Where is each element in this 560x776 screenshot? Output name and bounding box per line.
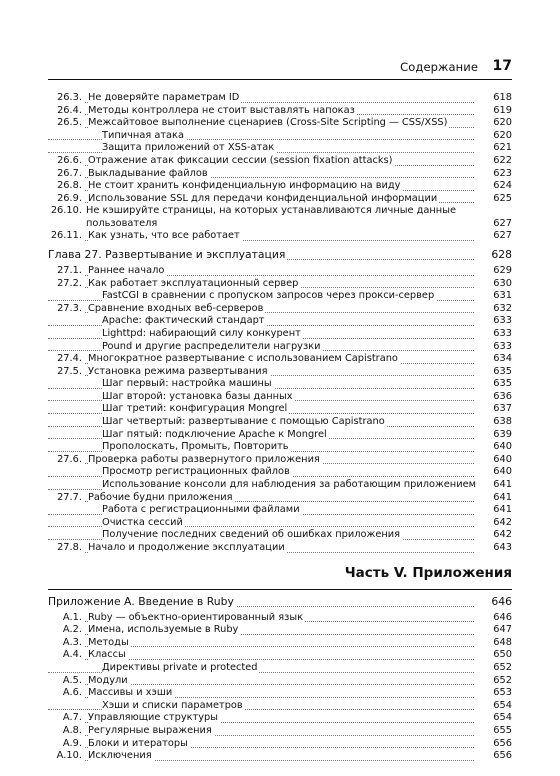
toc-entry-number: 26.5. [48,117,84,130]
toc-entry-label [48,517,478,530]
toc-entry-number: А.10. [48,750,84,763]
page-header [48,58,512,78]
toc-entry-page: 633 [493,315,512,327]
toc-entry-page: 627 [493,217,512,229]
toc-entry-page: 642 [493,516,512,528]
toc-entry-page: 635 [493,365,512,377]
toc-entry-label [48,624,478,637]
chapter-title: Глава 27. Развертывание и эксплуатация [48,247,286,261]
toc-entry-title: Шаг первый: настройка машины [102,378,272,390]
toc-entry-number: 27.6. [48,454,84,467]
toc-entry[interactable] [48,265,512,278]
toc-entry-number: А.2. [48,624,84,637]
toc-entry[interactable] [48,193,512,206]
toc-entry[interactable] [48,429,512,442]
toc-entry-label [48,725,478,738]
toc-entry-page: 652 [493,674,512,686]
toc-entry[interactable] [48,662,512,675]
toc-entry-number: А.8. [48,725,84,738]
toc-entry-page: 622 [493,154,512,166]
toc-entry-number: 26.7. [48,168,84,181]
toc-entry-page: 656 [493,737,512,749]
toc-entry-page: 641 [493,491,512,503]
toc-entry-number: А.3. [48,637,84,650]
toc-entry[interactable] [48,328,512,341]
toc-entry-title: Массивы и хэши [88,687,173,699]
toc-entry-label [48,180,478,193]
toc-entry-title: Классы [88,649,126,661]
toc-entry-page: 642 [493,529,512,541]
toc-entry-title: Прополоскать, Промыть, Повторить [102,441,289,453]
toc-entry-page: 636 [493,390,512,402]
toc-entry-number: 27.4. [48,353,84,366]
toc-entry-number: А.7. [48,712,84,725]
toc-entry[interactable] [48,341,512,354]
toc-entry-title: Межсайтовое выполнение сценариев (Cross-Site Scripting — CSS/XSS) [88,117,448,129]
toc-entry-title: Отражение атак фиксации сессии (session fixation attacks) [88,154,393,166]
toc-entry-title: Lighttpd: набирающий силу конкурент [102,327,301,339]
toc-entry-label [48,265,478,278]
toc-entry[interactable] [48,700,512,713]
toc-entry-number: 27.8. [48,542,84,555]
toc-entry-page: 656 [493,750,512,762]
toc-entry-page: 618 [493,92,512,103]
toc-entry-label [48,391,478,404]
toc-entry-label [48,117,478,130]
toc-entry[interactable] [48,712,512,725]
toc-entry-title: Типичная атака [102,129,184,141]
toc-entry-label [48,504,478,517]
toc-entry-page: 619 [493,104,512,116]
toc-entry-label [48,738,478,751]
toc-entry-page: 653 [493,687,512,699]
toc-entry[interactable] [48,117,512,130]
toc-entry-title: Начало и продолжение эксплуатации [88,542,285,553]
toc-entry-label [48,529,478,542]
toc-entry[interactable] [48,155,512,168]
part-title: Часть V. Приложения [344,564,512,581]
toc-entry-title: Исключения [88,750,152,762]
toc-entry-page: 634 [493,353,512,365]
toc-entry[interactable] [48,403,512,416]
toc-entry[interactable] [48,529,512,542]
toc-entry-label [48,328,478,341]
toc-entry-number: А.6. [48,687,84,700]
toc-entry-number: А.4. [48,649,84,662]
toc-entry-number: 26.4. [48,105,84,118]
toc-entry-page: 635 [493,378,512,390]
toc-entry-title: Шаг второй: установка базы данных [102,390,293,402]
toc-entry-title: Модули [88,674,128,686]
toc-entry-number: 27.5. [48,366,84,379]
toc-entry-label [48,92,478,105]
toc-entry-page: 648 [493,636,512,648]
toc-entry-title: Просмотр регистрационных файлов [102,466,290,478]
toc-entry[interactable] [48,612,512,625]
toc-entry-label [48,290,478,303]
toc-entry-number: 26.10. [48,205,84,218]
toc-entry-label [48,612,478,625]
toc-entry-title: Многократное развертывание с использованием Capistrano [88,353,398,365]
toc-entry-title: Не стоит хранить конфиденциальную информацию на виду [88,180,401,192]
toc-entry-number: А.1. [48,612,84,625]
toc-entry-label [48,542,478,555]
toc-entry-number: 27.2. [48,278,84,291]
toc-entry-title: Шаг четвертый: развертывание с помощью Capistrano [102,416,385,428]
toc-entry-number: А.9. [48,738,84,751]
toc-entry[interactable] [48,479,512,492]
toc-entry-title: Проверка работы развернутого приложения [88,453,320,465]
toc-entry[interactable] [48,391,512,404]
toc-entry[interactable] [48,180,512,193]
toc-entry-page: 654 [493,712,512,724]
toc-entry-number: 26.6. [48,155,84,168]
toc-entry[interactable] [48,290,512,303]
toc-entry-label [48,130,478,143]
toc-entry[interactable] [48,649,512,662]
toc-entry-label [48,303,478,316]
toc-entry-title: Очистка сессий [102,516,183,528]
toc-entry-label [48,750,478,763]
toc-entry[interactable] [48,725,512,738]
toc-entry-label [48,675,478,688]
toc-entry-title: Не кэшируйте страницы, на которых устанавливаются личные данные пользователя [86,205,456,229]
toc-entry-page: 640 [493,453,512,465]
toc-entry[interactable] [48,637,512,650]
toc-entry-title: Раннее начало [88,264,165,276]
toc-entry[interactable] [48,466,512,479]
toc-entry[interactable] [48,542,512,555]
toc-entry-label [48,366,478,379]
toc-entry-page: 641 [493,479,512,491]
toc-entry-page: 641 [493,504,512,516]
toc-entry-label [48,700,478,713]
toc-entry-page: 630 [493,277,512,289]
toc-entry-title: Использование SSL для передачи конфиденциальной информации [88,192,438,204]
toc-entry-title: Использование консоли для наблюдения за работающим приложением [102,479,476,491]
toc-entry-number: 27.3. [48,303,84,316]
toc-entry-label [48,193,478,206]
toc-entry-label [48,429,478,442]
toc-entry[interactable] [48,378,512,391]
toc-entry-page: 624 [493,180,512,192]
toc-entry-label [48,649,478,662]
toc-entry[interactable] [48,624,512,637]
part-heading [48,563,512,587]
toc-entry-page: 621 [493,142,512,154]
part-rule [48,589,512,590]
toc-entry-title: Установка режима развертывания [88,365,268,377]
header-rule [48,79,512,80]
chapter-page: 628 [491,247,512,261]
toc-entry-title: Шаг третий: конфигурация Mongrel [102,403,288,415]
toc-entry-label [48,466,478,479]
toc-entry-label [48,712,478,725]
toc-entry-page: 655 [493,724,512,736]
toc-entry-label [48,687,478,700]
toc-entry-label [48,637,478,650]
toc-entry-label [48,353,478,366]
toc-entry-page: 620 [493,129,512,141]
toc-entry-page: 647 [493,624,512,636]
toc-entry[interactable] [48,130,512,143]
toc-entry-label [48,205,478,229]
toc-entry-number: 26.11. [48,230,84,243]
toc-entry-title: Сравнение входных веб-серверов [88,302,264,314]
toc-entry[interactable] [48,750,512,763]
toc-entry-title: Как работает эксплуатационный сервер [88,277,299,289]
toc-entry-page: 646 [493,611,512,623]
toc-entry-label [48,168,478,181]
toc-entry-title: Директивы private и protected [102,661,258,673]
toc-entry-title: Методы [88,636,129,648]
toc-entry-number: 27.7. [48,492,84,505]
toc-entry-page: 638 [493,416,512,428]
toc-entry-page: 639 [493,428,512,440]
toc-entry-page: 620 [493,117,512,129]
toc-section-26 [48,92,512,243]
toc-entry[interactable] [48,416,512,429]
toc-entry-title: Имена, используемые в Ruby [88,624,239,636]
toc-entry-label [48,315,478,328]
toc-entry-label [48,479,478,492]
toc-section-appendix-a [48,612,512,763]
toc-entry-title: Регулярные выражения [88,724,212,736]
toc-entry-page: 640 [493,441,512,453]
toc-entry[interactable] [48,105,512,118]
toc-entry-title: Шаг пятый: подключение Apache к Mongrel [102,428,327,440]
toc-entry[interactable] [48,353,512,366]
toc-entry-page: 632 [493,302,512,314]
toc-entry[interactable] [48,492,512,505]
toc-entry-title: Управляющие структуры [88,712,218,724]
toc-section-27 [48,265,512,555]
toc-entry-title: Методы контроллера не стоит выставлять напоказ [88,104,355,116]
toc-entry[interactable] [48,687,512,700]
toc-entry-title: Защита приложений от XSS-атак [102,142,275,154]
toc-entry[interactable] [48,441,512,454]
toc-entry[interactable] [48,142,512,155]
toc-entry[interactable] [48,230,512,243]
toc-entry[interactable] [48,315,512,328]
toc-entry[interactable] [48,675,512,688]
toc-appendix-a[interactable] [48,594,512,610]
toc-entry[interactable] [48,366,512,379]
toc-entry-page: 623 [493,167,512,179]
toc-entry[interactable] [48,517,512,530]
page-number: 17 [492,58,512,74]
toc-entry-title: Как узнать, что все работает [88,230,240,242]
toc-entry-label [48,454,478,467]
toc-entry[interactable] [48,205,512,230]
toc-entry-label [48,155,478,168]
toc-entry-label [48,441,478,454]
toc-entry-number: А.5. [48,675,84,688]
toc-entry-page: 637 [493,403,512,415]
toc-entry-page: 625 [493,192,512,204]
toc-entry-title: Не доверяйте параметрам ID [88,92,240,103]
toc-entry-title: Рабочие будни приложения [88,491,233,503]
toc-entry-label [48,105,478,118]
table-of-contents [48,92,512,763]
toc-entry-label [48,341,478,354]
toc-entry-page: 650 [493,649,512,661]
toc-entry-number: 26.9. [48,193,84,206]
toc-entry-label [48,416,478,429]
toc-entry[interactable] [48,303,512,316]
toc-entry-title: Apache: фактический стандарт [102,315,265,327]
toc-entry-page: 640 [493,466,512,478]
toc-entry-label [48,403,478,416]
toc-entry[interactable] [48,278,512,291]
toc-chapter-27[interactable] [48,247,512,263]
toc-entry-page: 631 [493,290,512,302]
toc-entry-number: 26.8. [48,180,84,193]
toc-entry-label [48,492,478,505]
toc-entry-page: 633 [493,340,512,352]
toc-entry-title: Выкладывание файлов [88,167,208,179]
toc-entry-page: 643 [493,542,512,553]
toc-entry-label [48,142,478,155]
appendix-title: Приложение А. Введение в Ruby [48,594,234,608]
toc-entry[interactable] [48,168,512,181]
toc-entry-title: Pound и другие распределители нагрузки [102,340,321,352]
toc-entry-number: 27.1. [48,265,84,278]
toc-entry-page: 652 [493,661,512,673]
section-title: Содержание [400,60,478,74]
toc-entry-label [48,662,478,675]
toc-entry-title: FastCGI в сравнении с пропуском запросов через прокси-сервер [102,290,435,302]
toc-entry-page: 627 [493,230,512,242]
toc-entry-page: 654 [493,699,512,711]
toc-entry-label [48,278,478,291]
toc-entry-label [48,230,478,243]
appendix-page: 646 [491,594,512,608]
toc-entry-title: Ruby — объектно-ориентированный язык [88,611,304,623]
toc-entry[interactable] [48,504,512,517]
toc-entry-label [48,378,478,391]
toc-entry-page: 633 [493,327,512,339]
toc-entry[interactable] [48,92,512,105]
toc-entry[interactable] [48,738,512,751]
toc-entry-title: Хэши и списки параметров [102,699,243,711]
toc-entry-number: 26.3. [48,92,84,105]
toc-entry-title: Работа с регистрационными файлами [102,504,300,516]
toc-entry-title: Получение последних сведений об ошибках приложения [102,529,401,541]
toc-entry-title: Блоки и итераторы [88,737,188,749]
toc-entry-page: 629 [493,264,512,276]
toc-entry[interactable] [48,454,512,467]
